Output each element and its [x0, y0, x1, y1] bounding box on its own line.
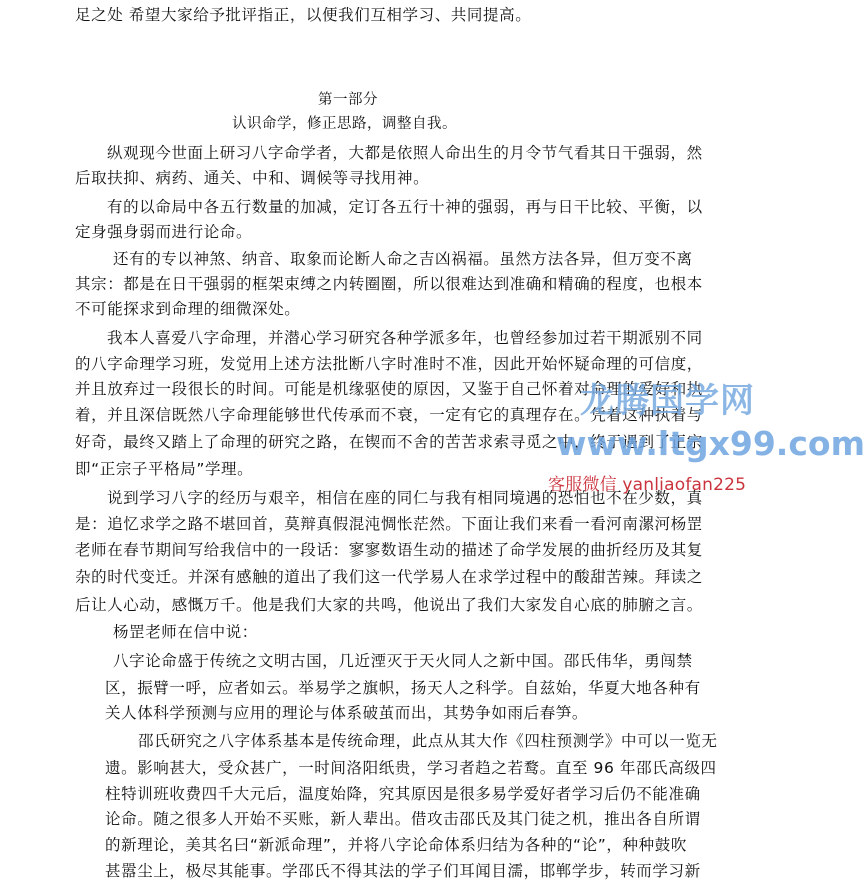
- text-line: 八字论命盛于传统之文明古国，几近湮灭于天火同人之新中国。邵氏伟华，勇闯禁: [113, 652, 693, 670]
- text-line: 关人体科学预测与应用的理论与体系破茧而出，其势争如雨后春笋。: [105, 704, 589, 722]
- text-line: 即“正宗子平格局”学理。: [75, 460, 254, 478]
- section-subtitle: 认识命学，修正思路，调整自我。: [232, 116, 457, 132]
- section-title: 第一部分: [318, 92, 378, 108]
- text-line: 杨罡老师在信中说：: [113, 623, 258, 641]
- text-line: 定身强身弱而进行论命。: [75, 223, 253, 241]
- text-line: 不可能探求到命理的细微深处。: [75, 300, 301, 318]
- text-line: 着，并且深信既然八字命理能够世代传承而不衰，一定有它的真理存在。凭着这种执着与: [75, 406, 703, 424]
- text-line: 有的以命局中各五行数量的加减，定订各五行十神的强弱，再与日干比较、平衡，以: [107, 198, 703, 216]
- text-line: 说到学习八字的经历与艰辛，相信在座的同仁与我有相同境遇的恐怕也不在少数，真: [107, 489, 703, 507]
- watermark-url: www.ltgx99.com: [556, 424, 865, 463]
- watermark-contact: 客服微信 yanliaofan225: [548, 475, 747, 495]
- text-line: 是：追忆求学之路不堪回首，莫辩真假混沌惆怅茫然。下面让我们来看一看河南漯河杨罡: [75, 515, 703, 533]
- text-line: 区，振臂一呼，应者如云。举易学之旗帜，扬天人之科学。自兹始，华夏大地各种有: [105, 679, 701, 697]
- watermark-site-name: 龙腾国学网: [580, 381, 755, 421]
- text-line: 老师在春节期间写给我信中的一段话：寥寥数语生动的描述了命学发展的曲折经历及其复: [75, 541, 703, 559]
- text-line: 并且放弃过一段很长的时间。可能是机缘驱使的原因，又鉴于自己怀着对命理的爱好和执: [75, 380, 703, 398]
- text-line: 论命。随之很多人开始不买账，新人辈出。借攻击邵氏及其门徒之机，推出各自所谓: [105, 810, 701, 828]
- text-line: 后取扶抑、病药、通关、中和、调候等寻找用神。: [75, 169, 430, 187]
- text-line: 其宗：都是在日干强弱的框架束缚之内转圈圈，所以很难达到准确和精确的程度，也根本: [75, 275, 703, 293]
- text-line: 邵氏研究之八字体系基本是传统命理，此点从其大作《四柱预测学》中可以一览无: [138, 732, 718, 750]
- text-line: 足之处 希望大家给予批评指正，以便我们互相学习、共同提高。: [75, 6, 532, 24]
- text-line: 遗。影响甚大，受众甚广，一时间洛阳纸贵，学习者趋之若鹜。直至 96 年邵氏高级四: [105, 759, 717, 777]
- text-line: 我本人喜爱八字命理，并潜心学习研究各种学派多年，也曾经参加过若干期派别不同: [107, 329, 703, 347]
- text-line: 甚嚣尘上，极尽其能事。学邵氏不得其法的学子们耳闻目濡，邯郸学步，转而学习新: [105, 862, 701, 880]
- text-line: 柱特训班收费四千大元后，温度始降，究其原因是很多易学爱好者学习后仍不能准确: [105, 785, 701, 803]
- text-line: 杂的时代变迁。并深有感触的道出了我们这一代学易人在求学过程中的酸甜苦辣。拜读之: [75, 568, 703, 586]
- text-line: 还有的专以神煞、纳音、取象而论断人命之吉凶祸福。虽然方法各异，但万变不离: [113, 250, 693, 268]
- text-line: 纵观现今世面上研习八字命学者，大都是依照人命出生的月令节气看其日干强弱，然: [107, 144, 703, 162]
- text-line: 后让人心动，感慨万千。他是我们大家的共鸣，他说出了我们大家发自心底的肺腑之言。: [75, 596, 703, 614]
- text-line: 的新理论，美其名曰“新派命理”，并将八字论命体系归结为各种的“论”，种种鼓吹: [105, 836, 687, 854]
- text-line: 好奇，最终又踏上了命理的研究之路，在锲而不舍的苦苦求索寻觅之中，终于遇到了正宗: [75, 433, 703, 451]
- text-line: 的八字命理学习班，发觉用上述方法批断八字时准时不准，因此开始怀疑命理的可信度，: [75, 355, 703, 373]
